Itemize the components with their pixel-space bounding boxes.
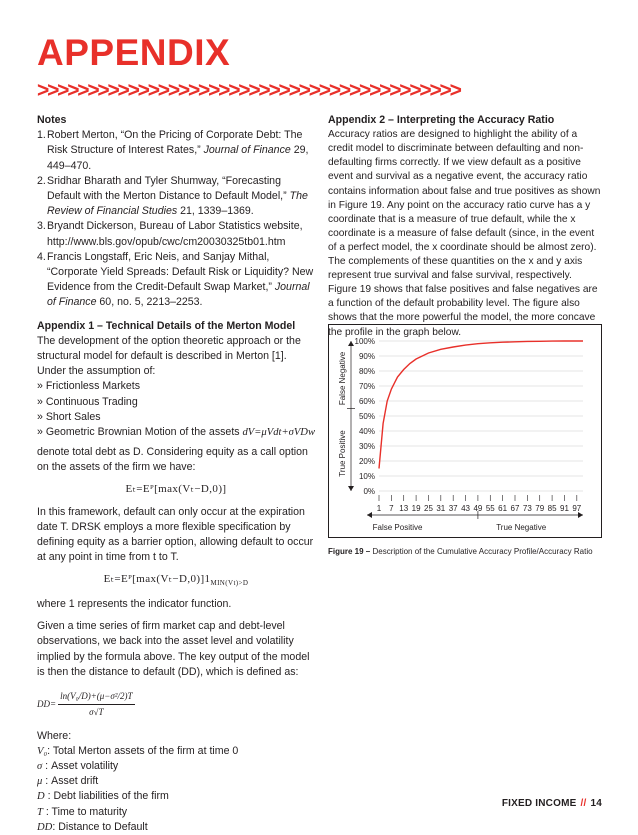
note-item — [37, 174, 315, 220]
note-text: Bryandt Dickerson, Bureau of Labor Statistics website, http://www.bls.gov/opub/cwc/cm20030325tb01.htm — [47, 220, 303, 248]
definition-text: : Total Merton assets of the firm at time 0 — [47, 744, 239, 757]
x-tick-label: 91 — [560, 504, 569, 513]
note-text: Francis Longstaff, Eric Neis, and Sanjay Mithal, “Corporate Yield Spreads: Default Risk or Liquidity? New Evidence from the Credit-Default Swap Market,” Journal of Finance 60, no. 5, 2213–2253. — [47, 250, 314, 309]
appendix1-para4: where 1 represents the indicator function. — [37, 598, 232, 611]
definition-symbol: σ — [37, 760, 43, 772]
appendix2-heading: Appendix 2 – Interpreting the Accuracy Ratio — [328, 114, 555, 126]
appendix2-body: Accuracy ratios are designed to highlight the ability of a credit model to discriminate between defaulting and non-defaulting firms correctly. If we view default as a positive event and survival as a negative event, the accuracy ratio contains information about false and true positives as shown in Figure 19. Any point on the accuracy ratio curve has a y coordinate that is a measure of true default, while the x coordinate is a measure of false default (since, in the event of a perfect model, the x coordinate should be almost zero). The complements of these quantities on the x and y axis represent true survival and false survival, respectively. Figure 19 shows that false positives and false negatives are a function of the default probability level. The figure also shows that the more powerful the model, the more concave the profile in the graph below. — [328, 129, 601, 338]
y-tick-label: 80% — [358, 367, 375, 376]
y-tick-label: 90% — [358, 352, 375, 361]
y-tick-label: 20% — [358, 457, 375, 466]
note-item — [37, 250, 315, 311]
y-tick-label: 50% — [358, 412, 375, 421]
x-tick-label: 49 — [473, 504, 483, 513]
definition-item — [37, 759, 315, 774]
note-number: 4. — [37, 250, 46, 263]
note-item — [37, 128, 315, 174]
definition-item — [37, 744, 315, 759]
equation-2: $E_t=Eᴾ[\max(V_t-D,0)]1_{MIN(Vt)>D}$ — [103, 572, 249, 587]
dd-formula: DD= $\frac{\text{ln(V₀/D)+(μ−σ²/2)T}}{\sigma√T}$ — [37, 689, 315, 720]
definition-text: : Asset volatility — [42, 759, 119, 772]
x-tick-label: 43 — [461, 504, 470, 513]
right-column — [328, 113, 602, 340]
y-tick-label: 10% — [358, 472, 375, 481]
footer-slashes: // — [580, 798, 587, 809]
page-number: 14 — [590, 798, 602, 809]
x-tick-label: 19 — [411, 504, 421, 513]
definition-symbol: T — [37, 806, 43, 818]
notes-heading: Notes — [37, 114, 67, 126]
definition-item — [37, 789, 315, 804]
note-number: 2. — [37, 174, 46, 187]
equation-1: Eₜ=Eᴾ[max(Vₜ−D,0)] — [125, 482, 227, 495]
note-number: 3. — [37, 220, 46, 233]
accuracy-chart — [329, 325, 601, 537]
definition-item — [37, 774, 315, 789]
y-axis-arrow-down — [348, 486, 354, 491]
definitions-list — [37, 744, 315, 835]
definition-text: : Time to maturity — [42, 805, 128, 818]
assumption-item: » Short Sales — [37, 410, 101, 423]
x-tick-label: 1 — [376, 504, 382, 513]
y-tick-label: 100% — [354, 337, 375, 346]
footer-section: FIXED INCOME — [501, 798, 577, 809]
definition-item — [37, 805, 315, 820]
x-label-false-positive: False Positive — [372, 523, 423, 532]
x-tick-label: 37 — [448, 504, 458, 513]
y-tick-label: 70% — [358, 382, 375, 391]
chevron-divider: >>>>>>>>>>>>>>>>>>>>>>>>>>>>>>>>>>>>>>>>>> — [37, 80, 460, 102]
appendix1-para5: Given a time series of firm market cap and debt-level observations, we back into the asset level and volatility implied by the formula above. The key output of the model is then the distance to default (DD), which is defined as: — [37, 620, 310, 678]
x-tick-label: 55 — [485, 504, 495, 513]
definition-text: : Asset drift — [42, 775, 99, 788]
x-tick-label: 97 — [572, 504, 582, 513]
bullet-gbm: » Geometric Brownian Motion of the assets dV=μVdt+σVDw — [37, 426, 316, 439]
accuracy-chart-frame — [328, 324, 602, 538]
x-tick-label: 79 — [535, 504, 545, 513]
y-label-false-negative: False Negative — [338, 351, 347, 406]
appendix1-intro: The development of the option theoretic approach or the structural model for default is described in Merton [1]. Under the assumption of: — [37, 334, 301, 378]
assumption-item: » Continuous Trading — [37, 395, 138, 408]
definition-symbol: μ — [37, 776, 43, 788]
note-number: 1. — [37, 129, 46, 142]
figure-caption: Figure 19 – Description of the Cumulative Accuracy Profile/Accuracy Ratio — [328, 547, 593, 556]
x-tick-label: 85 — [547, 504, 557, 513]
appendix1-heading: Appendix 1 – Technical Details of the Merton Model — [37, 319, 296, 332]
definition-text: : Debt liabilities of the firm — [44, 790, 169, 803]
x-tick-label: 61 — [498, 504, 508, 513]
y-tick-label: 60% — [358, 397, 375, 406]
gbm-equation: dV=μVdt+σVDw — [242, 427, 316, 439]
x-tick-label: 13 — [399, 504, 409, 513]
page-title: APPENDIX — [37, 32, 231, 73]
y-tick-label: 40% — [358, 427, 375, 436]
appendix1-para3: In this framework, default can only occur at the expiration date T. DRSK employs a more flexible specification by defining equity as a barrier option, allowing default to occur at any point in time from t to T. — [37, 505, 314, 564]
accuracy-profile-line — [379, 341, 583, 469]
definition-symbol: DD — [37, 821, 53, 833]
note-text: Robert Merton, “On the Pricing of Corporate Debt: The Risk Structure of Interest Rates,” Journal of Finance 29, 449–470. — [47, 129, 309, 172]
y-axis-arrow-up — [348, 341, 354, 346]
x-tick-label: 7 — [389, 504, 394, 513]
appendix1-para2: denote total debt as D. Considering equity as a call option on the assets of the firm we have: — [37, 446, 308, 474]
note-text: Sridhar Bharath and Tyler Shumway, “Forecasting Default with the Merton Distance to Default Model,” The Review of Financial Studies 21, 1339–1369. — [47, 174, 308, 218]
x-tick-label: 73 — [522, 504, 532, 513]
x-tick-label: 31 — [436, 504, 446, 513]
y-tick-label: 30% — [358, 442, 375, 451]
definition-symbol: V₀ — [37, 745, 48, 757]
left-column — [37, 113, 315, 835]
definition-text: : Distance to Default — [52, 820, 148, 833]
page-footer — [502, 798, 602, 809]
notes-list — [37, 128, 315, 310]
note-item — [37, 219, 315, 249]
x-tick-label: 25 — [424, 504, 433, 513]
x-label-true-negative: True Negative — [496, 523, 547, 532]
x-axis-arrow-left — [367, 512, 372, 518]
definition-item — [37, 820, 315, 835]
definition-symbol: D — [37, 791, 45, 803]
y-label-true-positive: True Positive — [338, 430, 347, 477]
assumptions-list — [37, 379, 315, 425]
where-label: Where: — [37, 729, 72, 742]
y-tick-label: 0% — [363, 487, 375, 496]
assumption-item: » Frictionless Markets — [37, 380, 141, 393]
x-tick-label: 67 — [510, 504, 520, 513]
dd-fraction: $\frac{\text{ln(V₀/D)+(μ−σ²/2)T}}{\sigma√T}$ — [60, 691, 133, 718]
